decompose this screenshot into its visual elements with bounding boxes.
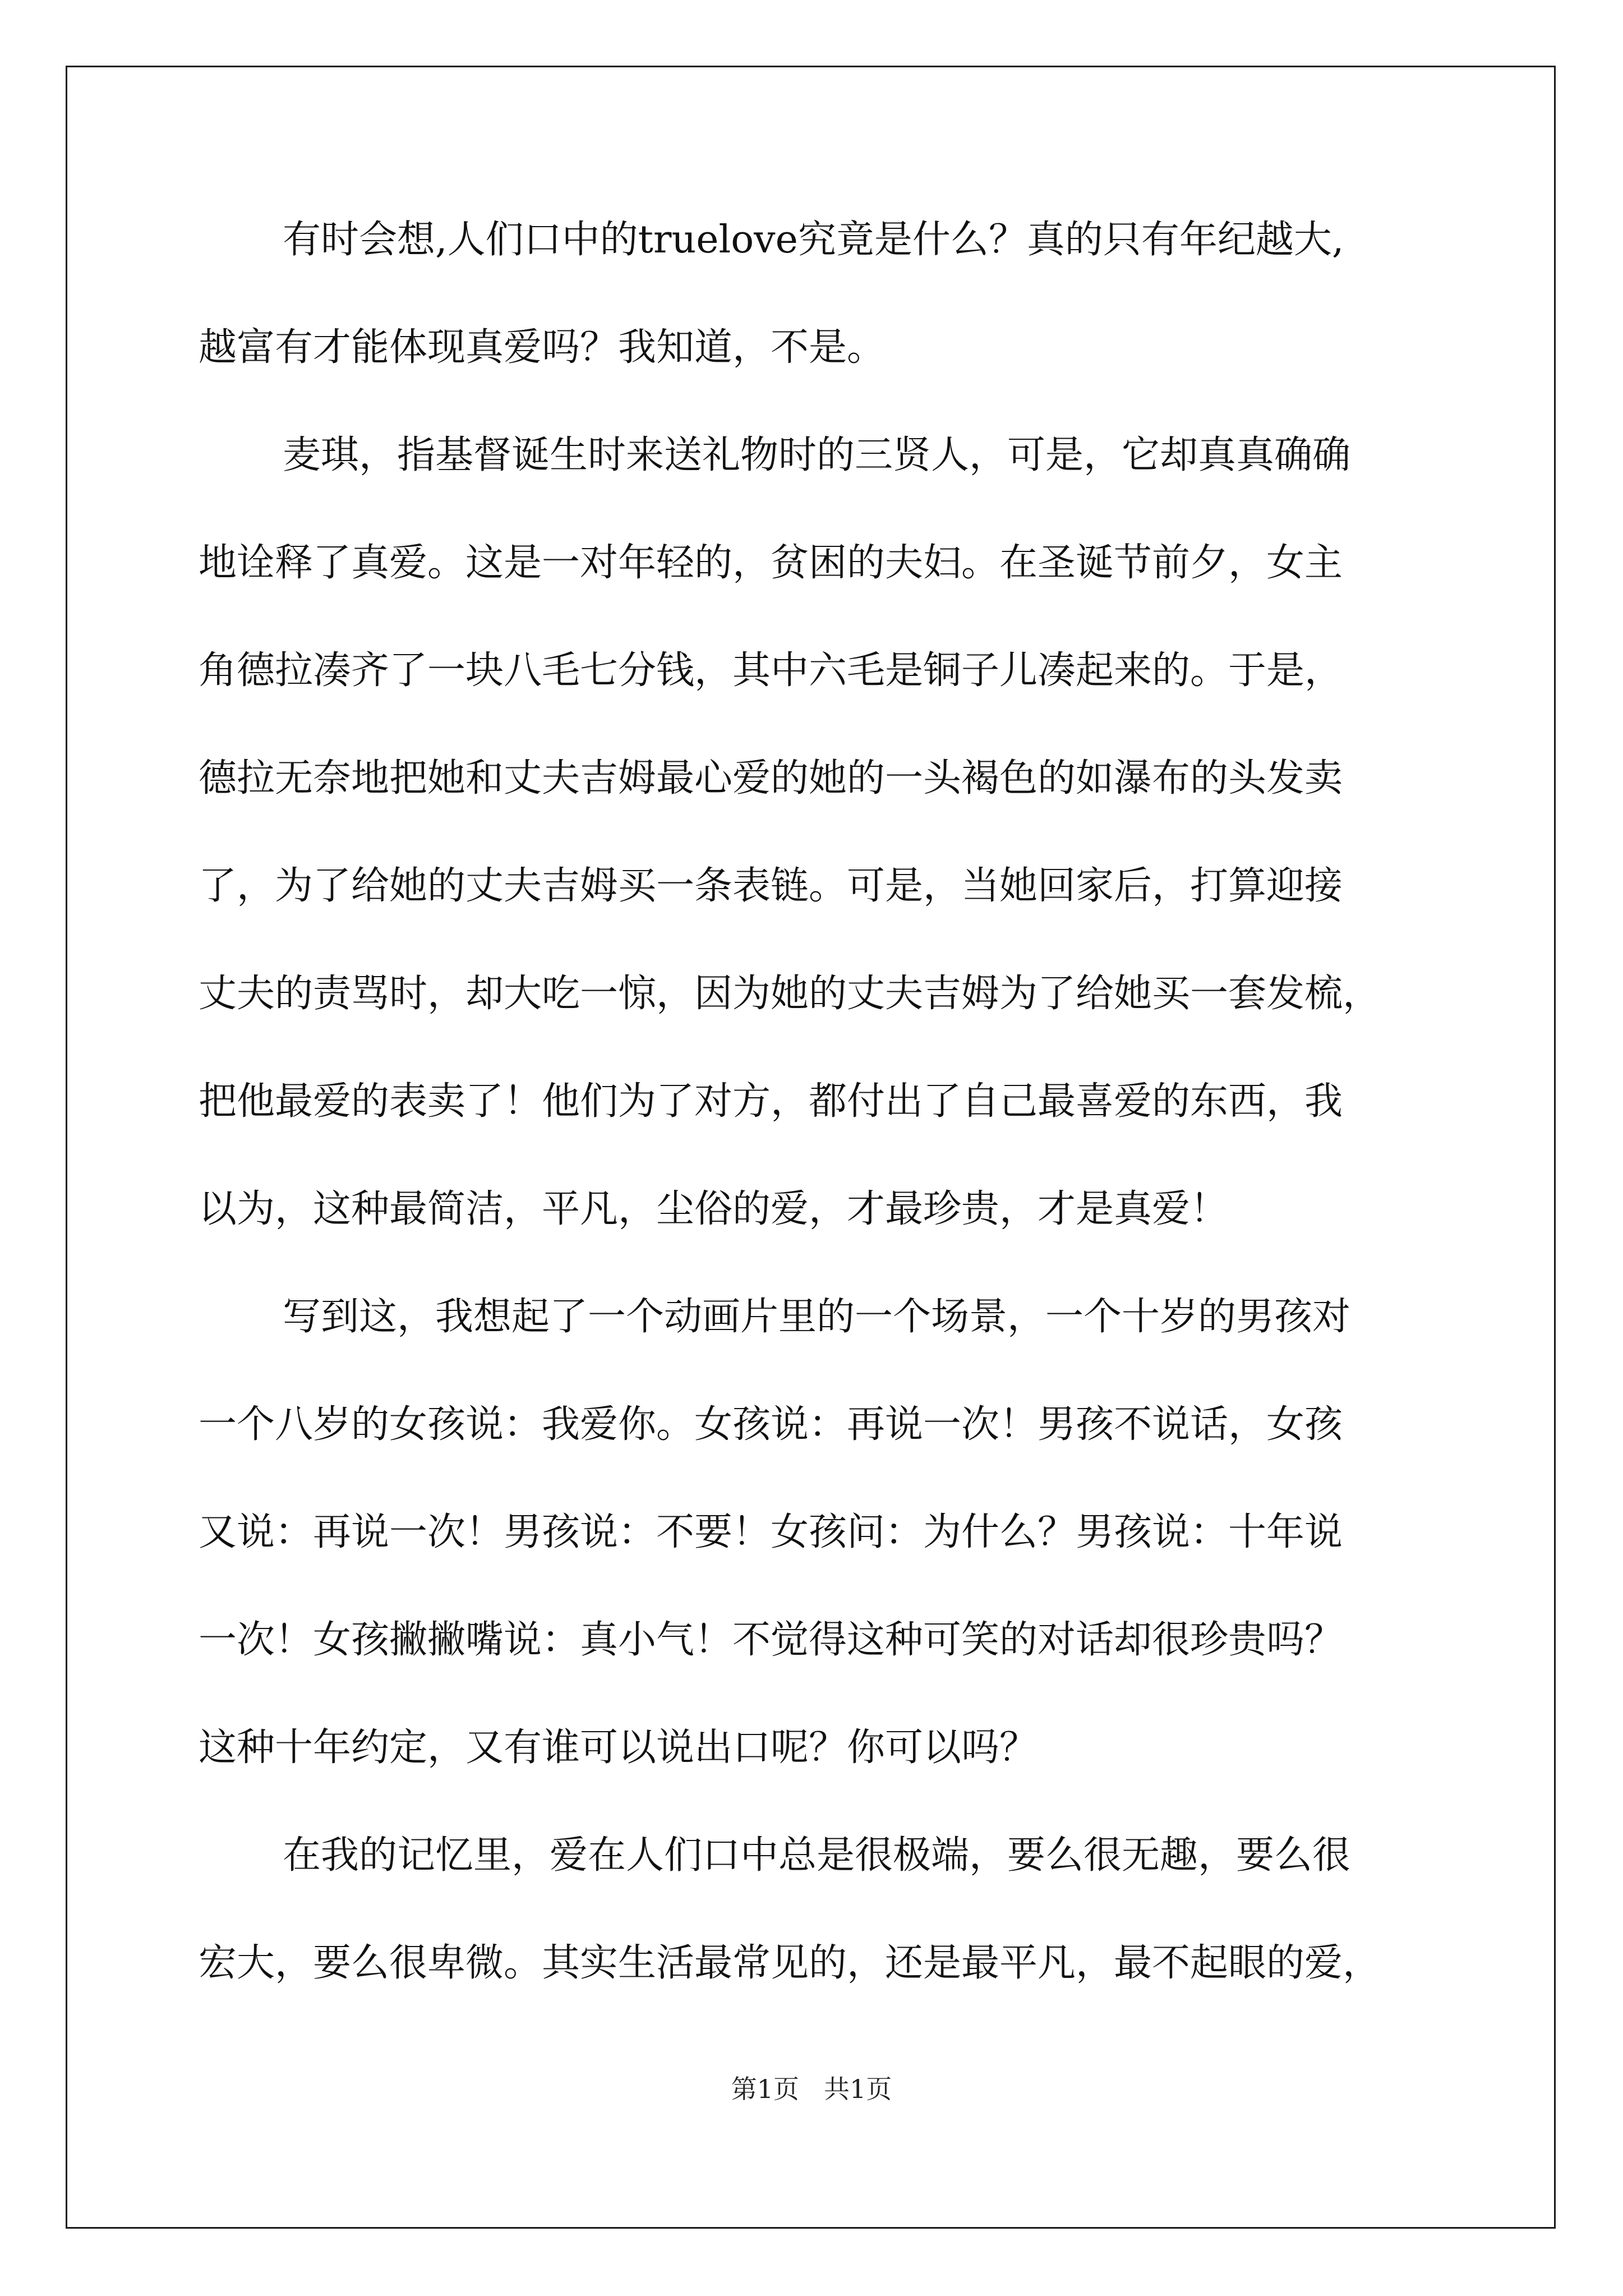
text-line: 一个八岁的女孩说：我爱你。女孩说：再说一次！男孩不说话，女孩 xyxy=(199,1402,1343,1447)
page-total: 共1页 xyxy=(824,2074,892,2104)
text-line: 这种十年约定，又有谁可以说出口呢？你可以吗？ xyxy=(199,1726,1038,1770)
text-line: 写到这，我想起了一个动画片里的一个场景，一个十岁的男孩对 xyxy=(283,1295,1351,1339)
text-line: 了，为了给她的丈夫吉姆买一条表链。可是，当她回家后，打算迎接 xyxy=(199,864,1343,908)
text-line: 宏大，要么很卑微。其实生活最常见的，还是最平凡，最不起眼的爱， xyxy=(199,1941,1381,1985)
text-line: 有时会想,人们口中的truelove究竟是什么？真的只有年纪越大, xyxy=(283,218,1344,262)
page-footer xyxy=(0,2069,1623,2106)
text-line: 地诠释了真爱。这是一对年轻的，贫困的夫妇。在圣诞节前夕，女主 xyxy=(199,541,1343,585)
text-line: 德拉无奈地把她和丈夫吉姆最心爱的她的一头褐色的如瀑布的头发卖 xyxy=(199,756,1343,800)
text-line: 把他最爱的表卖了！他们为了对方，都付出了自己最喜爱的东西，我 xyxy=(199,1079,1343,1124)
text-line: 麦琪，指基督诞生时来送礼物时的三贤人，可是，它却真真确确 xyxy=(283,433,1351,477)
text-line: 越富有才能体现真爱吗？我知道，不是。 xyxy=(199,325,886,370)
text-line: 以为，这种最简洁，平凡，尘俗的爱，才最珍贵，才是真爱！ xyxy=(199,1187,1229,1231)
text-line: 在我的记忆里，爱在人们口中总是很极端，要么很无趣，要么很 xyxy=(283,1833,1351,1878)
text-line: 角德拉凑齐了一块八毛七分钱，其中六毛是铜子儿凑起来的。于是， xyxy=(199,648,1343,693)
text-line: 丈夫的责骂时，却大吃一惊，因为她的丈夫吉姆为了给她买一套发梳， xyxy=(199,972,1381,1016)
text-line: 一次！女孩撇撇嘴说：真小气！不觉得这种可笑的对话却很珍贵吗？ xyxy=(199,1618,1343,1662)
text-line: 又说：再说一次！男孩说：不要！女孩问：为什么？男孩说：十年说 xyxy=(199,1510,1343,1554)
page-number: 第1页 xyxy=(731,2074,799,2104)
document-body xyxy=(199,213,1472,2044)
